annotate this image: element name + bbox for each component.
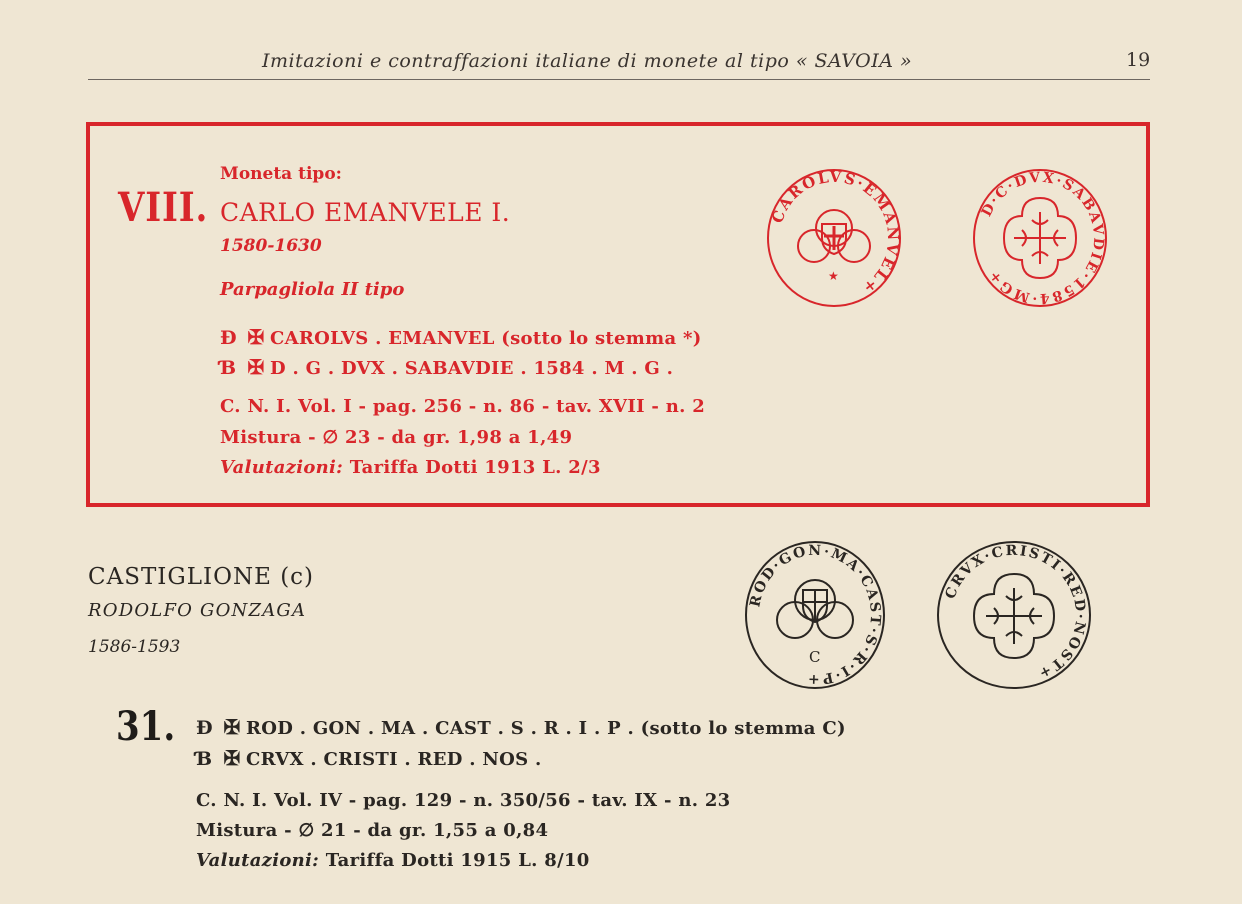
svg-text:C: C [809,648,821,666]
reign-years: 1586-1593 [88,637,181,657]
alloy-weight: Mistura - ∅ 23 - da gr. 1,98 a 1,49 [220,427,573,448]
coin-name: Parpagliola II tipo [220,279,405,300]
svg-text:CRVX·CRISTI·RED·NOST+: CRVX·CRISTI·RED·NOST+ [942,542,1089,683]
mint-name: CASTIGLIONE (c) [88,564,315,590]
reverse-legend: CRVX . CRISTI . RED . NOS . [246,749,542,770]
svg-text:CAROLVS·EMANVEL+: CAROLVS·EMANVEL+ [768,168,902,299]
valuation-line [196,850,590,871]
reign-years: 1580-1630 [220,236,322,256]
obverse-legend-line [196,715,846,739]
entry-numeral: VIII. [118,184,209,231]
reverse-symbol: Ɓ [220,357,237,379]
obverse-symbol: Ɖ [196,717,213,739]
reverse-symbol: Ɓ [196,748,213,770]
cni-reference: C. N. I. Vol. I - pag. 256 - n. 86 - tav. XVII - n. 2 [220,396,706,417]
cross-pattee-icon: ✠ [223,715,241,739]
black-coin-reverse-drawing [936,540,1092,690]
cni-reference: C. N. I. Vol. IV - pag. 129 - n. 350/56 - tav. IX - n. 23 [196,790,731,811]
valuation-line [220,457,601,478]
header-rule [88,79,1150,80]
cross-pattee-icon: ✠ [247,355,265,379]
valuation-label: Valutazioni: [196,850,320,871]
svg-text:D·C·DVX·SABAVDIE·1584·MG+: D·C·DVX·SABAVDIE·1584·MG+ [978,169,1107,307]
obverse-symbol: Ɖ [220,327,237,349]
ruler-name: CARLO EMANVELE I. [220,198,511,227]
page-number: 19 [1126,49,1151,71]
valuation-value: Tariffa Dotti 1915 L. 8/10 [325,850,590,871]
black-coin-obverse-drawing [744,540,886,690]
entry-number: 31. [116,703,176,750]
cross-pattee-icon: ✠ [223,746,241,770]
red-coin-obverse-drawing [766,168,902,308]
obverse-legend-line [220,325,702,349]
type-label: Moneta tipo: [220,164,342,184]
reverse-legend-line [196,746,542,770]
svg-text:ROD·GON·MA·CAST·S·R·I·P+: ROD·GON·MA·CAST·S·R·I·P+ [747,542,884,688]
lord-name: RODOLFO GONZAGA [88,600,307,621]
cross-pattee-icon: ✠ [247,325,265,349]
reverse-legend: D . G . DVX . SABAVDIE . 1584 . M . G . [270,358,674,379]
svg-text:★: ★ [828,269,839,283]
obverse-legend: ROD . GON . MA . CAST . S . R . I . P . (sotto lo stemma C) [246,718,846,739]
reverse-legend-line [220,355,673,379]
red-coin-reverse-drawing [972,168,1108,308]
valuation-value: Tariffa Dotti 1913 L. 2/3 [349,457,601,478]
obverse-legend: CAROLVS . EMANVEL (sotto lo stemma *) [270,328,702,349]
running-title: Imitazioni e contraffazioni italiane di monete al tipo « SAVOIA » [262,50,913,72]
valuation-label: Valutazioni: [220,457,344,478]
alloy-weight: Mistura - ∅ 21 - da gr. 1,55 a 0,84 [196,820,549,841]
